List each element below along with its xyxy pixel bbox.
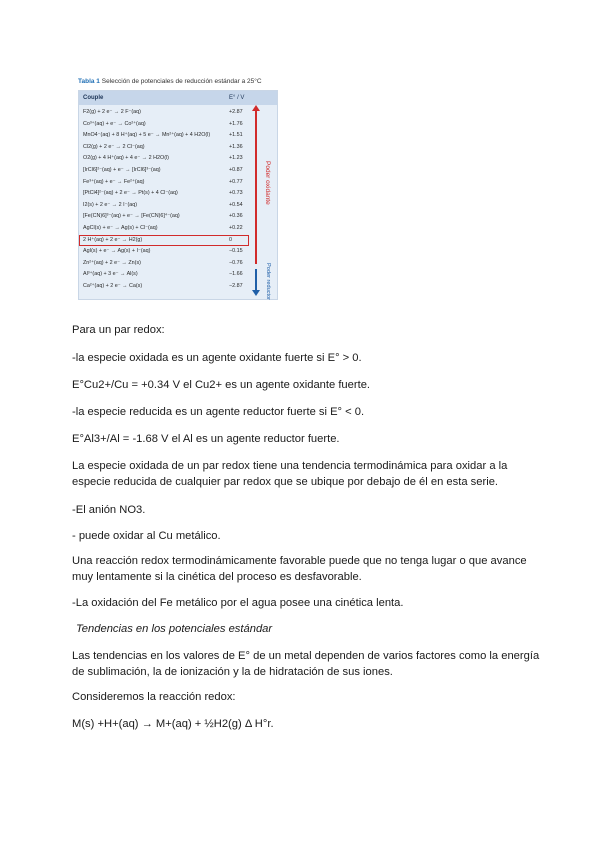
figure-caption	[78, 76, 278, 88]
table-row	[79, 142, 249, 154]
row-potential: +1.51	[229, 132, 243, 139]
table-row	[79, 200, 249, 212]
paragraph-9: Una reacción redox termodinámicamente favorable puede que no tenga lugar o que avance muy lentamente si la cinética del proceso es desfavorable.	[72, 555, 527, 583]
table-rows	[79, 107, 249, 293]
section-heading: Tendencias en los potenciales estándar	[76, 623, 273, 635]
row-equation: AgI(s) + e⁻ → Ag(s) + I⁻(aq)	[83, 248, 151, 255]
reductant-arrow-head-icon	[252, 290, 260, 296]
table-row	[79, 107, 249, 119]
table-row	[79, 177, 249, 189]
row-equation: Co³⁺(aq) + e⁻ → Co²⁺(aq)	[83, 120, 146, 127]
paragraph-13: M(s) +H+(aq) → M+(aq) + ½H2(g) Δ H°r.	[72, 718, 274, 730]
table-row	[79, 258, 249, 270]
row-potential: +0.36	[229, 213, 243, 220]
oxidant-axis-label: Poder oxidante	[264, 161, 271, 205]
row-equation: Cl2(g) + 2 e⁻ → 2 Cl⁻(aq)	[83, 143, 145, 150]
header-couple: Couple	[83, 95, 104, 101]
row-potential: +0.73	[229, 190, 243, 197]
row-equation: I2(s) + 2 e⁻ → 2 I⁻(aq)	[83, 201, 138, 208]
paragraph-3: E°Cu2+/Cu = +0.34 V el Cu2+ es un agente oxidante fuerte.	[72, 379, 371, 391]
header-potential: E° / V	[229, 95, 245, 101]
paragraph-5: E°Al3+/Al = -1.68 V el Al es un agente reductor fuerte.	[72, 433, 340, 445]
table-header	[79, 91, 277, 105]
row-equation: Fe³⁺(aq) + e⁻ → Fe²⁺(aq)	[83, 178, 145, 185]
row-potential: −0.76	[229, 259, 243, 266]
row-potential: +2.87	[229, 109, 243, 115]
table-row	[79, 165, 249, 177]
row-potential: 0	[229, 236, 232, 243]
paragraph-7: -El anión NO3.	[72, 504, 146, 516]
potentials-table	[78, 90, 278, 300]
table-row	[79, 188, 249, 200]
row-potential: −1.66	[229, 271, 243, 278]
paragraph-4: -la especie reducida es un agente reductor fuerte si E° < 0.	[72, 406, 365, 418]
paragraph-6: La especie oxidada de un par redox tiene una tendencia termodinámica para oxidar a la especie reducida de cualquier par redox que se ubique por debajo de él en esta serie.	[72, 460, 508, 488]
paragraph-10: -La oxidación del Fe metálico por el agua posee una cinética lenta.	[72, 597, 404, 609]
reductant-axis-label: Poder reductor	[265, 263, 271, 301]
row-equation: [Fe(CN)6]³⁻(aq) + e⁻ → [Fe(CN)6]⁴⁻(aq)	[83, 213, 180, 220]
row-equation: Al³⁺(aq) + 3 e⁻ → Al(s)	[83, 271, 138, 278]
row-potential: +0.77	[229, 178, 243, 185]
table-row	[79, 223, 249, 235]
row-potential: +0.87	[229, 166, 243, 173]
table-row	[79, 246, 249, 258]
figure-caption-label: Tabla 1	[78, 78, 100, 85]
row-potential: −2.87	[229, 282, 243, 289]
oxidant-arrow-icon	[255, 109, 257, 264]
row-equation: 2 H⁺(aq) + 2 e⁻ → H2(g)	[83, 236, 143, 243]
row-potential: +0.54	[229, 201, 243, 208]
row-potential: +1.76	[229, 120, 243, 127]
row-equation: O2(g) + 4 H⁺(aq) + 4 e⁻ → 2 H2O(l)	[83, 155, 169, 162]
table-row	[79, 269, 249, 281]
figure-caption-text: Selección de potenciales de reducción estándar a 25°C	[101, 78, 262, 85]
table-row-highlighted	[79, 235, 249, 247]
row-potential: −0.15	[229, 248, 243, 255]
row-equation: AgCl(s) + e⁻ → Ag(s) + Cl⁻(aq)	[83, 224, 158, 231]
row-equation: Ca²⁺(aq) + 2 e⁻ → Ca(s)	[83, 282, 143, 289]
table-row	[79, 130, 249, 142]
table-row	[79, 153, 249, 165]
row-potential: +0.22	[229, 224, 243, 231]
row-equation: [IrCl6]²⁻(aq) + e⁻ → [IrCl6]³⁻(aq)	[83, 166, 161, 173]
paragraph-1: Para un par redox:	[72, 324, 165, 336]
row-potential: +1.23	[229, 155, 243, 162]
paragraph-2: -la especie oxidada es un agente oxidante fuerte si E° > 0.	[72, 352, 362, 364]
row-equation: Zn²⁺(aq) + 2 e⁻ → Zn(s)	[83, 259, 141, 266]
table-row	[79, 281, 249, 293]
row-equation: [PtCl4]²⁻(aq) + 2 e⁻ → Pt(s) + 4 Cl⁻(aq)	[83, 190, 178, 197]
table-row	[79, 211, 249, 223]
paragraph-11: Las tendencias en los valores de E° de un metal dependen de varios factores como la energía de sublimación, la de ionización y la de hidratación de sus iones.	[72, 650, 540, 678]
paragraph-8: - puede oxidar al Cu metálico.	[72, 530, 221, 542]
paragraph-12: Consideremos la reacción redox:	[72, 691, 236, 703]
reduction-potentials-figure	[78, 76, 278, 300]
row-equation: F2(g) + 2 e⁻ → 2 F⁻(aq)	[83, 109, 141, 115]
reductant-arrow-icon	[255, 269, 257, 291]
row-equation: MnO4⁻(aq) + 8 H⁺(aq) + 5 e⁻ → Mn²⁺(aq) + 4 H2O(l)	[83, 132, 211, 139]
table-row	[79, 119, 249, 131]
row-potential: +1.36	[229, 143, 243, 150]
